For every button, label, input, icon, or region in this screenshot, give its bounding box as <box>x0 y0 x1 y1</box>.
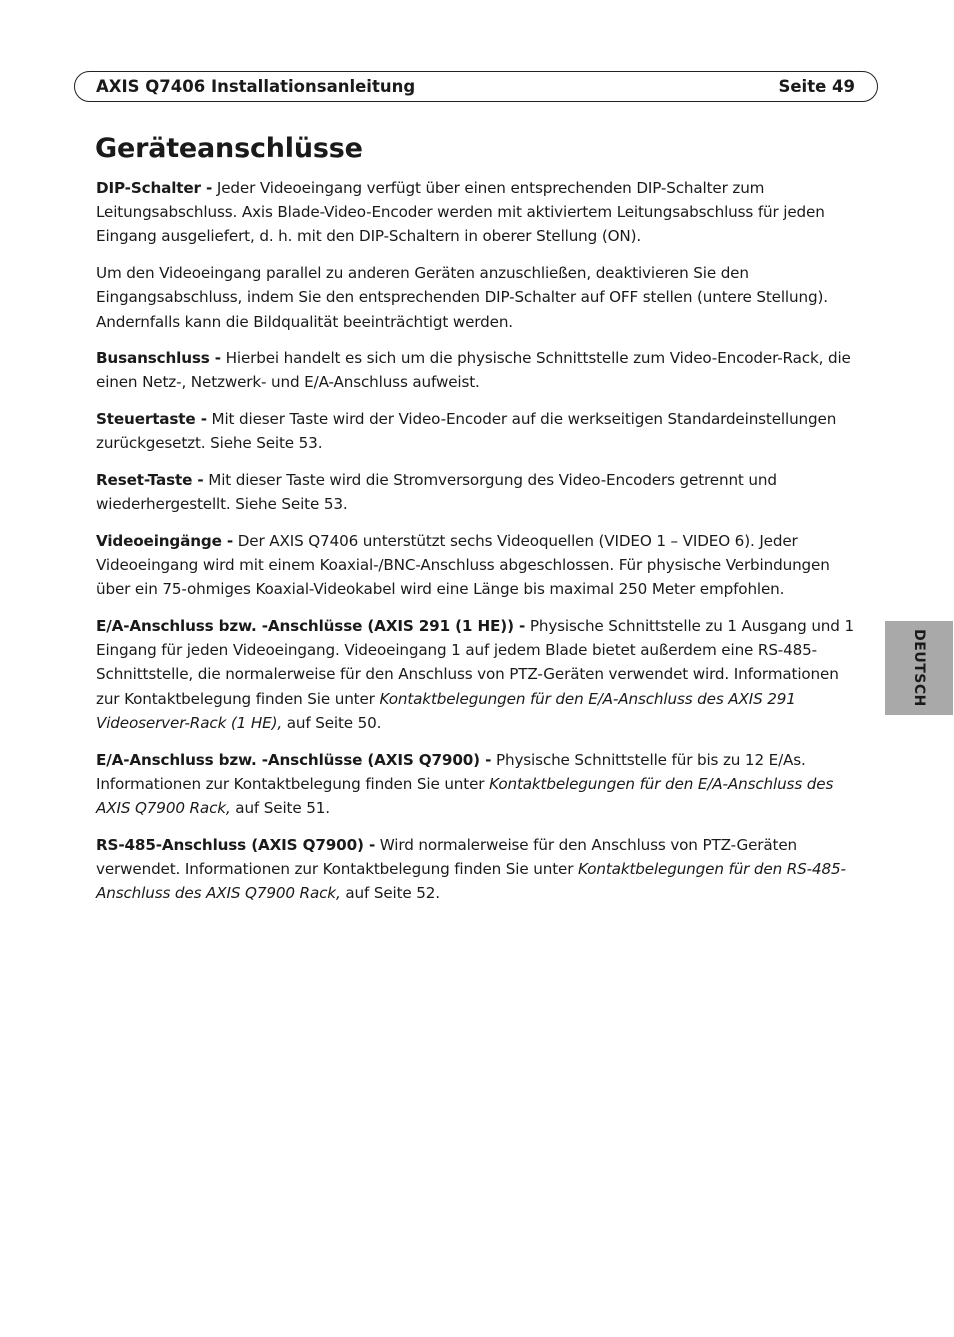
page-reference: auf Seite 52. <box>340 884 440 903</box>
term-label: E/A-Anschluss bzw. -Anschlüsse (AXIS Q7900) - <box>96 750 492 769</box>
paragraph-text: Physische Schnittstelle für bis zu 12 E/As. Informationen zur Kontaktbelegung finden Sie unter <box>96 750 806 793</box>
paragraph-busanschluss <box>96 346 862 394</box>
cross-reference-link[interactable]: Kontaktbelegungen für den E/A-Anschluss des AXIS 291 Videoserver-Rack (1 HE), <box>96 689 796 732</box>
term-label: E/A-Anschluss bzw. -Anschlüsse (AXIS 291 (1 HE)) - <box>96 617 526 636</box>
page-reference: auf Seite 51. <box>230 798 330 817</box>
paragraph-videoeingaenge <box>96 529 862 602</box>
paragraph-rs485-anschluss <box>96 833 862 906</box>
language-tab <box>885 621 953 715</box>
paragraph-text: Jeder Videoeingang verfügt über einen entsprechenden DIP-Schalter zum Leitungsabschluss. Axis Blade-Video-Encoder werden mit aktiviertem Leitungsabschluss für jeden Eingang ausgeliefert, d. h. mit den DIP-Schaltern in oberer Stellung (ON). <box>96 179 825 246</box>
paragraph-text: Physische Schnittstelle zu 1 Ausgang und 1 Eingang für jeden Videoeingang. Videoeingang 1 auf jedem Blade bietet außerdem eine RS-485-Schnittstelle, die normalerweise für den Anschluss von PTZ-Geräten verwendet wird. Informationen zur Kontaktbelegung finden Sie unter <box>96 617 854 708</box>
paragraph-text: Um den Videoeingang parallel zu anderen Geräten anzuschließen, deaktivieren Sie den Eingangsabschluss, indem Sie den entsprechenden DIP-Schalter auf OFF stellen (untere Stellung). Andernfalls kann die Bildqualität beeinträchtigt werden. <box>96 264 828 331</box>
cross-reference-link[interactable]: Kontaktbelegungen für den RS-485-Anschluss des AXIS Q7900 Rack, <box>96 859 846 903</box>
paragraph-dip-schalter-note <box>96 261 862 334</box>
page-number: Seite 49 <box>778 77 855 96</box>
body-content <box>96 176 862 918</box>
paragraph-text: Wird normalerweise für den Anschluss von PTZ-Geräten verwendet. Informationen zur Kontaktbelegung finden Sie unter <box>96 835 798 878</box>
paragraph-ea-anschluss-q7900 <box>96 748 862 821</box>
paragraph-steuertaste <box>96 407 862 455</box>
cross-reference-link[interactable]: Kontaktbelegungen für den E/A-Anschluss des AXIS Q7900 Rack, <box>96 774 834 817</box>
document-title: AXIS Q7406 Installationsanleitung <box>96 77 416 96</box>
paragraph-text: Hierbei handelt es sich um die physische Schnittstelle zum Video-Encoder-Rack, die einen Netz-, Netzwerk- und E/A-Anschluss aufweist. <box>96 349 851 392</box>
page-title: Geräteanschlüsse <box>95 133 363 164</box>
term-label: Steuertaste - <box>96 410 207 429</box>
paragraph-reset-taste <box>96 468 862 516</box>
paragraph-text: Mit dieser Taste wird der Video-Encoder auf die werkseitigen Standardeinstellungen zurückgesetzt. Siehe Seite 53. <box>96 410 837 453</box>
term-label: Videoeingänge - <box>96 531 234 550</box>
paragraph-text: Mit dieser Taste wird die Stromversorgung des Video-Encoders getrennt und wiederhergestellt. Siehe Seite 53. <box>96 471 777 514</box>
page-reference: auf Seite 50. <box>282 713 382 732</box>
term-label: DIP-Schalter - <box>96 179 213 197</box>
term-label: Reset-Taste - <box>96 471 204 490</box>
running-header <box>74 71 878 102</box>
paragraph-dip-schalter <box>96 176 862 249</box>
term-label: RS-485-Anschluss (AXIS Q7900) - <box>96 835 376 854</box>
language-tab-label: DEUTSCH <box>911 629 927 707</box>
paragraph-ea-anschluss-291 <box>96 614 862 735</box>
paragraph-text: Der AXIS Q7406 unterstützt sechs Videoquellen (VIDEO 1 – VIDEO 6). Jeder Videoeingang wird mit einem Koaxial-/BNC-Anschluss abgeschlossen. Für physische Verbindungen über ein 75-ohmiges Koaxial-Videokabel wird eine Länge bis maximal 250 Meter empfohlen. <box>96 531 830 599</box>
term-label: Busanschluss - <box>96 349 221 368</box>
